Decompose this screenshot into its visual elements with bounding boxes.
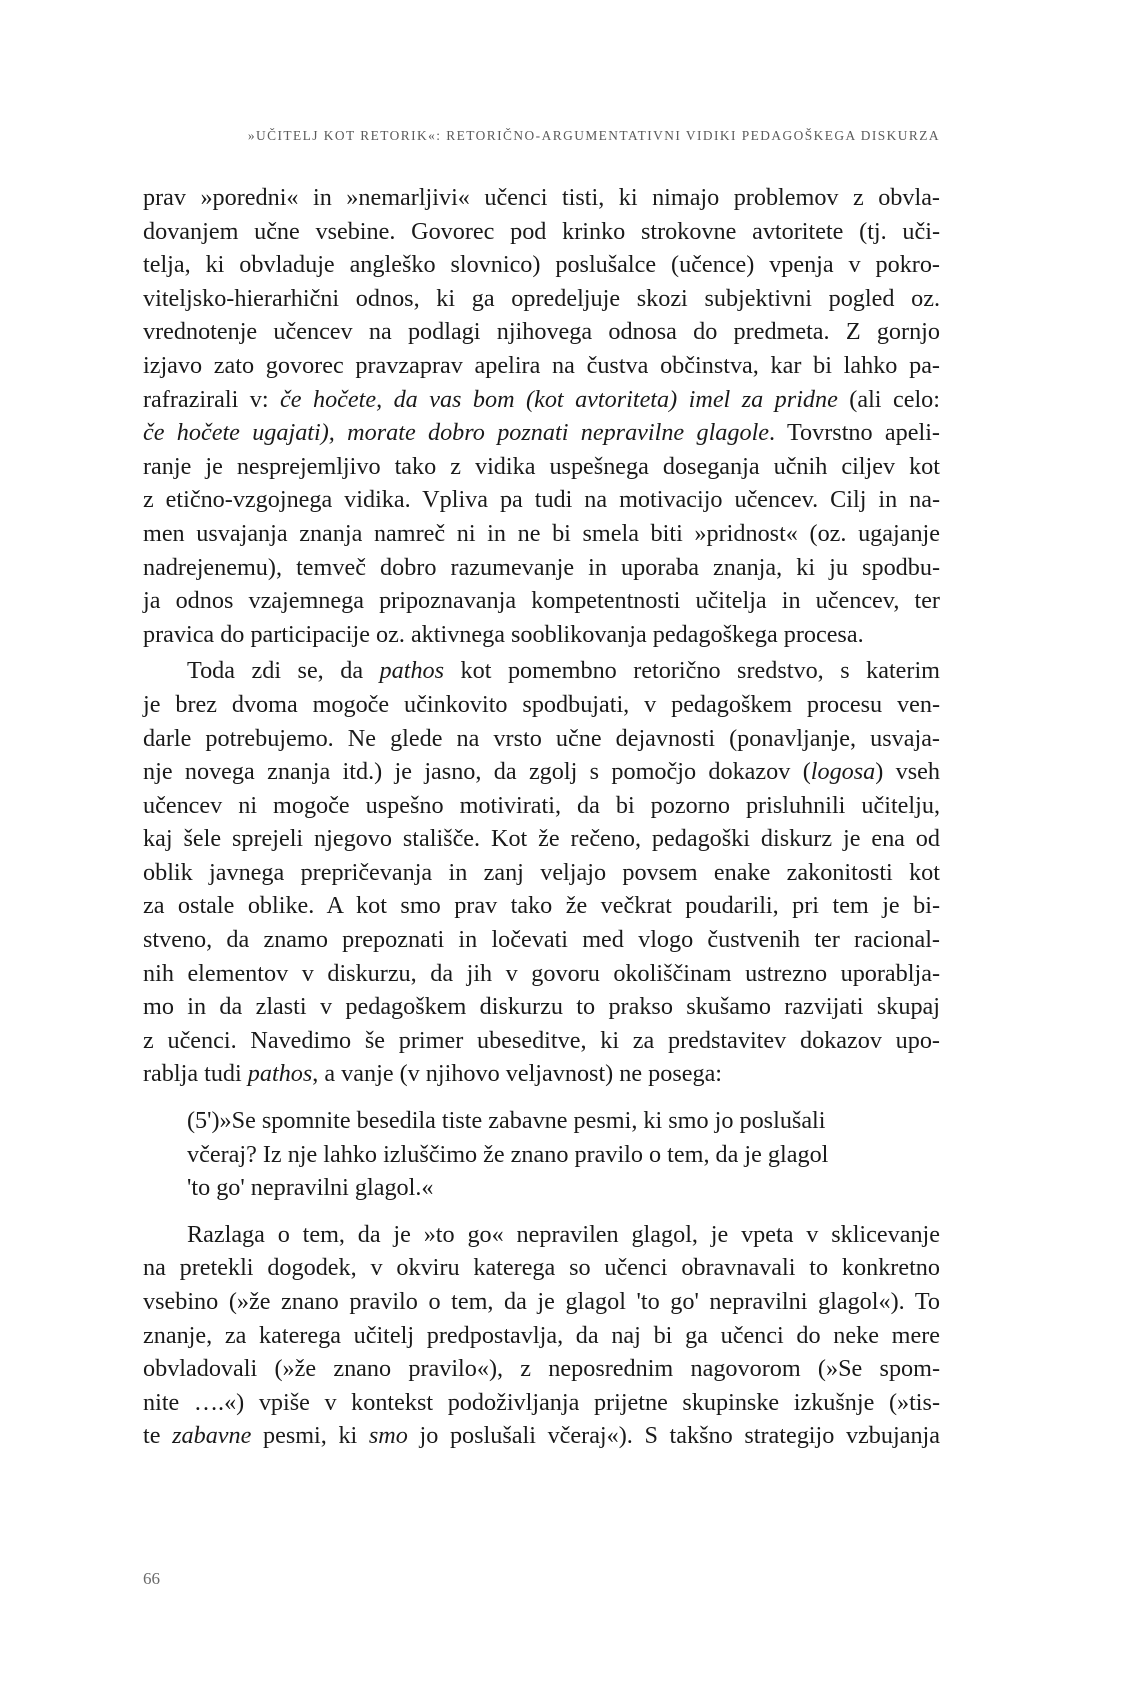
text-line: telja, ki obvladuje angleško slovnico) poslušalce (učence) vpenja v pokro- <box>143 251 940 279</box>
text-line: Toda zdi se, da pathos kot pomembno retorično sredstvo, s katerim <box>187 657 940 685</box>
text-line: z etično-vzgojnega vidika. Vpliva pa tudi na motivacijo učencev. Cilj in na- <box>143 486 940 514</box>
text-line: Razlaga o tem, da je »to go« nepravilen glagol, je vpeta v sklicevanje <box>187 1220 940 1248</box>
text-line: stveno, da znamo prepoznati in ločevati med vlogo čustvenih ter racional- <box>143 926 940 954</box>
text-line: rafrazirali v: če hočete, da vas bom (kot avtoriteta) imel za pridne (ali celo: <box>143 385 940 413</box>
text-line: oblik javnega prepričevanja in zanj veljajo povsem enake zakonitosti kot <box>143 858 940 886</box>
text-line: te zabavne pesmi, ki smo jo poslušali včeraj«). S takšno strategijo vzbujanja <box>143 1422 940 1450</box>
running-head: »UČITELJ KOT RETORIK«: RETORIČNO-ARGUMENTATIVNI VIDIKI PEDAGOŠKEGA DISKURZA <box>247 128 940 143</box>
quote-line: včeraj? Iz nje lahko izluščimo že znano pravilo o tem, da je glagol <box>187 1140 829 1168</box>
text-line: nje novega znanja itd.) je jasno, da zgolj s pomočjo dokazov (logosa) vseh <box>143 758 941 786</box>
text-line: vsebino (»že znano pravilo o tem, da je glagol 'to go' nepravilni glagol«). To <box>143 1288 940 1315</box>
italic-paraphrase: če hočete, da vas bom (kot avtoriteta) imel za pridne <box>280 385 838 413</box>
text-line: z učenci. Navedimo še primer ubeseditve, ki za predstavitev dokazov upo- <box>143 1026 940 1054</box>
italic-emphasis: smo <box>368 1422 408 1450</box>
text-line: dovanjem učne vsebine. Govorec pod krinko strokovne avtoritete (tj. uči- <box>143 217 940 245</box>
italic-emphasis: zabavne <box>172 1422 252 1450</box>
text-line: viteljsko-hierarhični odnos, ki ga opredeljuje skozi subjektivni pogled oz. <box>143 284 940 312</box>
text-line: nite ….«) vpiše v kontekst podoživljanja prijetne skupinske izkušnje (»tis- <box>143 1388 940 1416</box>
text-line: znanje, za katerega učitelj predpostavlja, da naj bi ga učenci do neke mere <box>143 1321 940 1349</box>
italic-term: pathos <box>247 1060 313 1088</box>
text-line: kaj šele sprejeli njegovo stališče. Kot že rečeno, pedagoški diskurz je ena od <box>143 825 940 853</box>
text-line: če hočete ugajati), morate dobro poznati nepravilne glagole. Tovrstno apeli- <box>143 419 940 447</box>
text-line: pravica do participacije oz. aktivnega sooblikovanja pedagoškega procesa. <box>143 620 864 648</box>
text-line: ja odnos vzajemnega pripoznavanja kompetentnosti učitelja in učencev, ter <box>143 587 940 615</box>
paragraph-2 <box>143 654 940 1091</box>
italic-paraphrase: če hočete ugajati), morate dobro poznati nepravilne glagole <box>143 419 770 447</box>
example-quote <box>143 1104 940 1205</box>
text-line: men usvajanja znanja namreč ni in ne bi smela biti »pridnost« (oz. ugajanje <box>143 519 940 547</box>
italic-term: logosa <box>810 758 876 786</box>
text-line: vrednotenje učencev na podlagi njihovega odnosa do predmeta. Z gornjo <box>143 318 940 346</box>
text-line: je brez dvoma mogoče učinkovito spodbujati, v pedagoškem procesu ven- <box>143 690 940 718</box>
italic-term: pathos <box>379 657 445 685</box>
page-number: 66 <box>143 1569 160 1588</box>
body-text <box>143 181 940 1453</box>
text-line: mo in da zlasti v pedagoškem diskurzu to prakso skušamo razvijati skupaj <box>143 993 940 1021</box>
text-line: učencev ni mogoče uspešno motivirati, da bi pozorno prisluhnili učitelju, <box>143 791 940 819</box>
text-line: rablja tudi pathos, a vanje (v njihovo veljavnost) ne posega: <box>143 1060 723 1088</box>
quote-line: (5')»Se spomnite besedila tiste zabavne pesmi, ki smo jo poslušali <box>187 1107 826 1135</box>
text-line: nadrejenemu), temveč dobro razumevanje in uporaba znanja, ki ju spodbu- <box>143 553 940 581</box>
text-line: darle potrebujemo. Ne glede na vrsto učne dejavnosti (ponavljanje, usvaja- <box>143 724 940 752</box>
text-line: obvladovali (»že znano pravilo«), z neposrednim nagovorom (»Se spom- <box>143 1355 940 1383</box>
text-line: za ostale oblike. A kot smo prav tako že večkrat poudarili, pri tem je bi- <box>143 892 940 920</box>
text-line: ranje je nesprejemljivo tako z vidika uspešnega doseganja učnih ciljev kot <box>143 452 940 480</box>
text-line: na pretekli dogodek, v okviru katerega so učenci obravnavali to konkretno <box>143 1254 940 1282</box>
text-line: izjavo zato govorec pravzaprav apelira na čustva občinstva, kar bi lahko pa- <box>143 351 940 379</box>
quote-line: 'to go' nepravilni glagol.« <box>187 1174 434 1202</box>
text-line: nih elementov v diskurzu, da jih v govoru okoliščinam ustrezno uporablja- <box>143 959 940 987</box>
text-line: prav »poredni« in »nemarljivi« učenci tisti, ki nimajo problemov z obvla- <box>143 184 940 211</box>
paragraph-3 <box>143 1218 940 1453</box>
paragraph-1 <box>143 181 940 651</box>
